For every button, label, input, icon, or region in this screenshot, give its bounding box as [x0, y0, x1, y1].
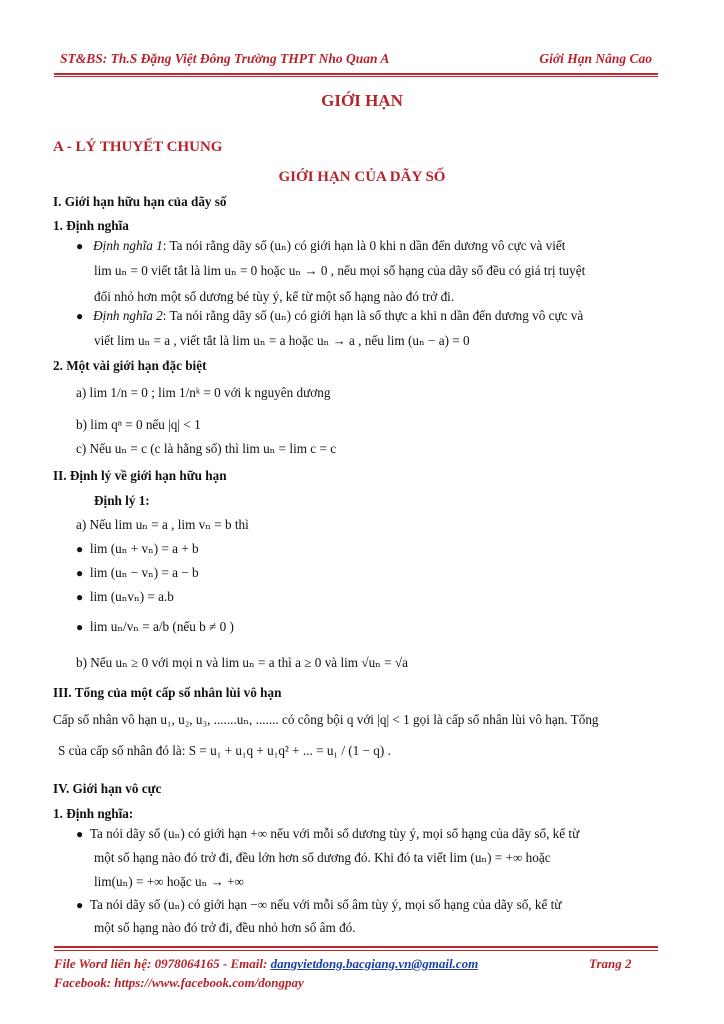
item-text: lim uₙ/vₙ = a/b (nếu b ≠ 0 ) — [89, 619, 234, 634]
def2-line2: viết lim uₙ = a , viết tắt là lim uₙ = a hoặc uₙ → a , nếu lim (uₙ − a) = 0 — [94, 333, 470, 348]
theorem-item-sum — [76, 540, 199, 558]
infinity-def-1-line2: một số hạng nào đó trở đi, đều lớn hơn số dương đó. Khi đó ta viết lim (uₙ) = +∞ hoặc — [94, 850, 551, 865]
footer-email-link[interactable]: dangvietdong.bacgiang.vn@gmail.com — [270, 956, 479, 971]
footer-page-number: Trang 2 — [589, 956, 632, 971]
item-text: lim (uₙ + vₙ) = a + b — [89, 541, 199, 556]
section-4-heading: IV. Giới hạn vô cực — [53, 781, 162, 796]
item-text: Ta nói dãy số (uₙ) có giới hạn +∞ nếu với mỗi số dương tùy ý, mọi số hạng của dãy số, kể từ — [89, 826, 580, 841]
item-text: lim (uₙ − vₙ) = a − b — [89, 565, 199, 580]
geometric-series-line2: S của cấp số nhân đó là: S = u₁ + u₁q + u₁q² + ... = u₁ / (1 − q) . — [58, 743, 391, 758]
special-limit-a: a) lim 1/n = 0 ; lim 1/nᵏ = 0 với k nguyên dương — [76, 385, 331, 400]
bullet-icon: ● — [76, 239, 84, 253]
geometric-series-line1: Cấp số nhân vô hạn u₁, u₂, u₃, .......uₙ, ....... có công bội q với |q| < 1 gọi là cấp số nhân lùi vô hạn. Tổng — [53, 712, 599, 727]
def1-label: Định nghĩa 1 — [93, 238, 163, 253]
def1-text: : Ta nói rằng dãy số (uₙ) có giới hạn là 0 khi n dần đến dương vô cực và viết — [162, 238, 566, 253]
page-header — [60, 51, 652, 71]
bullet-icon: ● — [76, 309, 84, 323]
infinity-def-2-line2: một số hạng nào đó trở đi, đều nhỏ hơn số âm đó. — [94, 920, 356, 935]
special-limit-c: c) Nếu uₙ = c (c là hằng số) thì lim uₙ = lim c = c — [76, 441, 337, 456]
theorem-item-product — [76, 588, 174, 606]
section-a-heading: A - LÝ THUYẾT CHUNG — [53, 139, 223, 155]
infinity-def-2 — [76, 896, 561, 914]
bullet-icon: ● — [76, 566, 84, 580]
footer-divider — [54, 946, 658, 948]
item-text: Ta nói dãy số (uₙ) có giới hạn −∞ nếu với mỗi số âm tùy ý, mọi số hạng của dãy số, kể từ — [89, 897, 562, 912]
def1-line2: lim uₙ = 0 viết tắt là lim uₙ = 0 hoặc uₙ → 0 , nếu mọi số hạng của dãy số đều có giá trị tuyệt — [94, 263, 586, 278]
header-divider — [54, 73, 658, 75]
theorem-item-quotient — [76, 618, 234, 636]
theorem-label: Định lý 1: — [94, 493, 150, 508]
special-limit-b: b) lim qⁿ = 0 nếu |q| < 1 — [76, 417, 201, 432]
bullet-icon: ● — [76, 620, 84, 634]
page-title: GIỚI HẠN — [321, 91, 403, 110]
bullet-icon: ● — [76, 898, 84, 912]
item-text: lim (uₙvₙ) = a.b — [89, 589, 174, 604]
infinity-definition-heading: 1. Định nghĩa: — [53, 806, 134, 821]
bullet-icon: ● — [76, 542, 84, 556]
definition-2 — [76, 307, 583, 325]
footer-facebook[interactable]: Facebook: https://www.facebook.com/dongpay — [54, 975, 304, 990]
definition-heading: 1. Định nghĩa — [53, 218, 129, 233]
def2-label: Định nghĩa 2 — [93, 308, 163, 323]
bullet-icon: ● — [76, 590, 84, 604]
section-3-heading: III. Tổng của một cấp số nhân lùi vô hạn — [53, 685, 282, 700]
footer-divider-thin — [54, 950, 658, 951]
footer-contact-label: File Word liên hệ: 0978064165 - Email: — [54, 956, 271, 971]
infinity-def-1 — [76, 825, 579, 843]
section-1-heading: I. Giới hạn hữu hạn của dãy số — [53, 194, 227, 209]
def1-line3: đối nhỏ hơn một số dương bé tùy ý, kể từ một số hạng nào đó trở đi. — [94, 289, 455, 304]
bullet-icon: ● — [76, 827, 84, 841]
definition-1 — [76, 237, 565, 255]
def2-text: : Ta nói rằng dãy số (uₙ) có giới hạn là số thực a khi n dần đến dương vô cực và — [162, 308, 584, 323]
section-2-heading: II. Định lý về giới hạn hữu hạn — [53, 468, 227, 483]
footer-contact — [54, 956, 478, 972]
infinity-def-1-line3: lim(uₙ) = +∞ hoặc uₙ → +∞ — [94, 874, 244, 889]
theorem-item-diff — [76, 564, 199, 582]
special-limits-heading: 2. Một vài giới hạn đặc biệt — [53, 358, 207, 373]
theorem-a: a) Nếu lim uₙ = a , lim vₙ = b thì — [76, 517, 249, 532]
header-author: ST&BS: Th.S Đặng Việt Đông Trường THPT Nho Quan A — [60, 51, 390, 66]
subtitle: GIỚI HẠN CỦA DÃY SỐ — [278, 169, 446, 185]
theorem-b: b) Nếu uₙ ≥ 0 với mọi n và lim uₙ = a thì a ≥ 0 và lim √uₙ = √a — [76, 655, 408, 670]
header-divider-thin — [54, 76, 658, 77]
header-topic: Giới Hạn Nâng Cao — [539, 51, 652, 66]
